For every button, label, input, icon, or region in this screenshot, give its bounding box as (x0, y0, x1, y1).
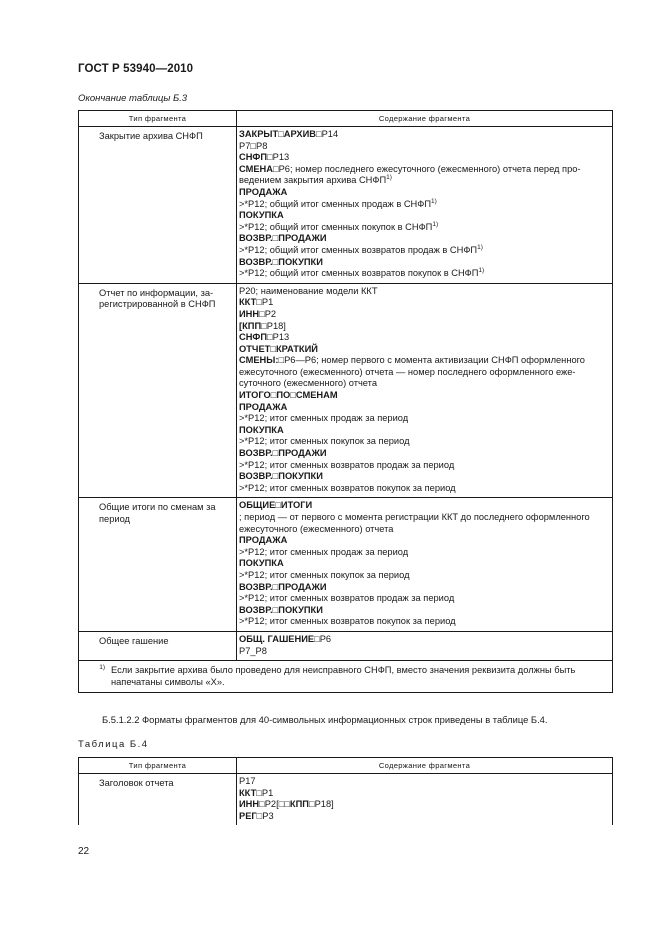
line-text: >*P12; итог сменных возвратов покупок за период (239, 616, 456, 627)
footnote-mark: 1) (99, 664, 105, 672)
line-text: СНФП□ (239, 152, 273, 163)
table-row (79, 127, 613, 284)
content-line (239, 129, 608, 141)
line-text: СМЕНА□ (239, 163, 279, 174)
line-text: ЗАКРЫТ□АРХИВ□ (239, 129, 322, 139)
line-text: ККТ□ (239, 787, 262, 798)
content-line (239, 460, 608, 472)
content-line (239, 141, 608, 153)
content-line (239, 788, 608, 800)
line-text: >*P12; итог сменных возвратов продаж за период (239, 459, 455, 470)
line-text: ОБЩ. ГАШЕНИЕ□ (239, 633, 320, 644)
line-tail: P3 (262, 810, 274, 821)
content-line (239, 535, 608, 547)
line-text: >*P12; итог сменных покупок за период (239, 569, 410, 580)
fragment-content-cell (237, 283, 613, 498)
content-line (239, 570, 608, 582)
footnote-ref: 1) (431, 197, 437, 205)
fragment-type: Закрытие архива СНФП (99, 131, 203, 141)
content-line (239, 634, 608, 646)
content-line (239, 558, 608, 570)
footnote-ref: 1) (478, 267, 485, 275)
fragment-content-cell (237, 631, 613, 660)
footnote-text: Если закрытие архива было проведено для неисправного СНФП, вместо значения реквизита должны быть напечатаны символы «Х». (111, 665, 576, 688)
content-line (239, 378, 608, 390)
line-text: >*P12; итог сменных продаж за период (239, 413, 409, 424)
line-text: СМЕНЫ:□ (239, 355, 285, 366)
line-text: ПОКУПКА (239, 210, 284, 221)
content-line (239, 355, 608, 367)
footnote (79, 661, 613, 693)
content-line (239, 309, 608, 321)
content-line (239, 175, 608, 187)
fragment-content-cell (237, 498, 613, 632)
line-text: ВОЗВР.□ПОКУПКИ (239, 604, 323, 615)
line-text: ПРОДАЖА (239, 401, 288, 412)
content-line (239, 297, 608, 309)
content-line (239, 187, 608, 199)
content-line (239, 811, 608, 823)
line-text: ИНН□ (239, 308, 265, 319)
content-line (239, 321, 608, 333)
content-line (239, 257, 608, 269)
line-text: суточного (ежесменного) отчета (239, 378, 377, 389)
content-line (239, 268, 608, 280)
line-text: ИТОГО□ПО□СМЕНАМ (239, 390, 338, 401)
fragment-type-cell (79, 283, 237, 498)
line-text: P7_P8 (239, 645, 267, 656)
line-tail: P6; номер последнего ежесуточного (ежесменного) отчета перед про- (278, 163, 581, 174)
line-text: РЕГ□ (239, 810, 263, 821)
fragment-type-cell (79, 631, 237, 660)
line-text: >*P12; общий итог сменных возвратов покупок в СНФП (239, 268, 479, 279)
line-text: ПРОДАЖА (239, 186, 288, 197)
footnote-row (79, 661, 613, 693)
fragment-type-cell (79, 498, 237, 632)
line-text: >*P12; итог сменных возвратов покупок за период (239, 482, 456, 493)
content-line (239, 245, 608, 257)
column-header-content: Содержание фрагмента (237, 111, 613, 127)
table-header-row (79, 111, 613, 127)
footnote-ref: 1) (432, 220, 439, 228)
footnote-ref: 1) (477, 243, 483, 251)
line-text: >*P12; итог сменных покупок за период (239, 436, 410, 447)
table-row (79, 631, 613, 660)
content-line (239, 483, 608, 495)
line-text: P17 (239, 776, 256, 786)
content-line (239, 605, 608, 617)
line-tail: P13 (272, 152, 290, 163)
line-text: P20; наименование модели ККТ (239, 285, 378, 296)
line-text: ПОКУПКА (239, 424, 284, 435)
line-text: >*P12; общий итог сменных возвратов продаж в СНФП (239, 244, 478, 255)
table-row (79, 498, 613, 632)
table-row (79, 283, 613, 498)
page-title: ГОСТ Р 53940—2010 (78, 63, 194, 75)
content-line (239, 233, 608, 245)
page-number: 22 (78, 846, 90, 857)
line-text: ; период — от первого с момента регистрации ККТ до последнего оформленного (239, 512, 590, 522)
footnote-ref: 1) (386, 174, 392, 182)
line-text: ПРОДАЖА (239, 535, 288, 546)
fragment-type: Заголовок отчета (99, 778, 174, 788)
paragraph: Б.5.1.2.2 Форматы фрагментов для 40-символьных информационных строк приведены в таблице Б.4. (102, 714, 548, 725)
content-line (239, 436, 608, 448)
content-line (239, 367, 608, 379)
content-line (239, 413, 608, 425)
content-line (239, 390, 608, 402)
content-line (239, 199, 608, 211)
fragment-type-cell (79, 127, 237, 284)
table-caption: Окончание таблицы Б.3 (78, 93, 188, 104)
line-tail: P18] (314, 799, 334, 810)
line-text: ведением закрытия архива СНФП (239, 175, 387, 186)
line-tail: P6—P6; номер первого с момента активизации СНФП оформленного (284, 355, 585, 366)
content-line (239, 593, 608, 605)
line-tail: P13 (272, 332, 290, 343)
fragment-type: Общее гашение (99, 635, 169, 646)
content-line (239, 448, 608, 460)
content-line (239, 402, 608, 414)
line-text: >*P12; общий итог сменных продаж в СНФП (239, 198, 432, 209)
line-tail: P18] (266, 320, 286, 331)
line-text: ВОЗВР.□ПОКУПКИ (239, 471, 323, 482)
content-line (239, 776, 608, 788)
line-tail: P1 (261, 787, 274, 798)
content-line (239, 547, 608, 559)
line-text: СНФП□ (239, 332, 273, 343)
line-mid: КПП□ (289, 799, 315, 810)
content-line (239, 286, 608, 298)
line-text: ОБЩИЕ□ИТОГИ (239, 500, 313, 511)
table-header-row (79, 758, 613, 774)
line-text: ежесуточного (ежесменного) отчета — номер последнего оформленного еже- (239, 366, 576, 377)
line-text: P7□P8 (239, 140, 268, 151)
content-line (239, 425, 608, 437)
fragment-type: Отчет по информации, за-регистрированной в СНФП (99, 287, 216, 310)
line-text: ВОЗВР.□ПРОДАЖИ (239, 448, 327, 459)
line-text: ВОЗВР.□ПРОДАЖИ (239, 233, 327, 244)
fragment-content-cell (237, 127, 613, 284)
line-text: ККТ□ (239, 297, 262, 308)
line-tail: P14 (321, 129, 339, 139)
line-text: [КПП□ (239, 320, 267, 331)
line-tail: P2 (264, 308, 277, 319)
line-tail: P1 (261, 297, 274, 308)
column-header-type: Тип фрагмента (79, 111, 237, 127)
content-line (239, 500, 608, 512)
table-b4 (78, 757, 613, 825)
line-tail: P2[□□ (264, 799, 290, 810)
fragment-type-cell (79, 774, 237, 826)
content-line (239, 582, 608, 594)
line-text: ежесуточного (ежесменного) отчета (239, 523, 394, 534)
content-line (239, 222, 608, 234)
content-line (239, 164, 608, 176)
line-text: >*P12; итог сменных возвратов продаж за период (239, 593, 455, 604)
content-line (239, 524, 608, 536)
table-label: Таблица Б.4 (78, 739, 149, 750)
column-header-type: Тип фрагмента (79, 758, 237, 774)
content-line (239, 616, 608, 628)
fragment-type: Общие итоги по сменам за период (99, 502, 216, 524)
content-line (239, 646, 608, 658)
line-text: >*P12; итог сменных продаж за период (239, 546, 409, 557)
line-text: ИНН□ (239, 799, 265, 810)
table-b3 (78, 110, 613, 693)
line-text: ОТЧЕТ□КРАТКИЙ (239, 343, 318, 354)
line-text: ВОЗВР.□ПОКУПКИ (239, 256, 323, 267)
line-text: ПОКУПКА (239, 558, 284, 569)
line-tail: P6 (319, 633, 332, 644)
fragment-content-cell (237, 774, 613, 826)
table-row (79, 774, 613, 826)
line-text: >*P12; общий итог сменных покупок в СНФП (239, 221, 433, 232)
content-line (239, 344, 608, 356)
content-line (239, 210, 608, 222)
content-line (239, 471, 608, 483)
content-line (239, 152, 608, 164)
line-text: ВОЗВР.□ПРОДАЖИ (239, 581, 327, 592)
column-header-content: Содержание фрагмента (237, 758, 613, 774)
content-line (239, 512, 608, 524)
content-line (239, 332, 608, 344)
content-line (239, 799, 608, 811)
